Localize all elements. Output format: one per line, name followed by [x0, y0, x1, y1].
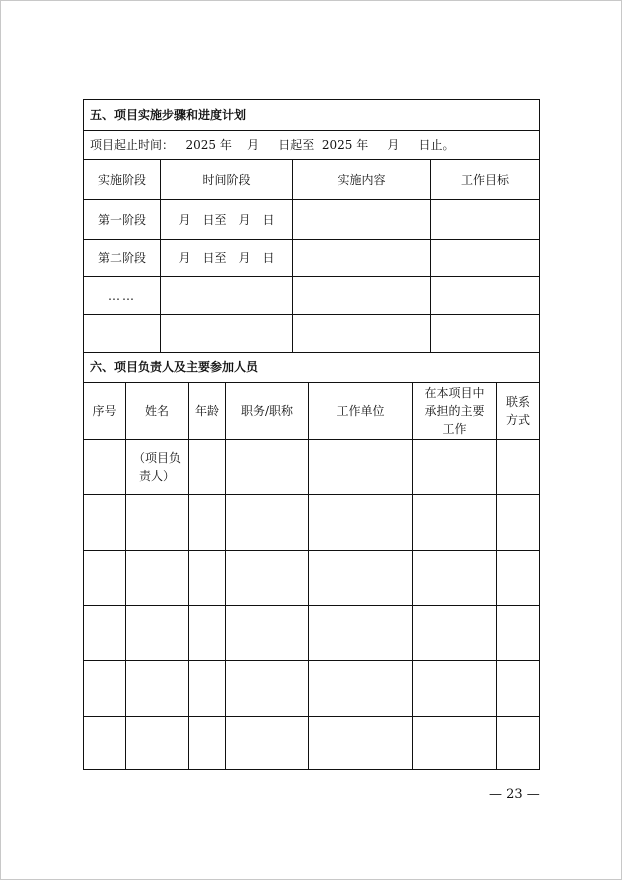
contact-cell[interactable]: [497, 495, 540, 551]
personnel-row: [84, 661, 540, 717]
schedule-row: [84, 200, 540, 240]
end-day: 日止。: [418, 138, 455, 152]
personnel-body: [83, 440, 540, 771]
header-goal: 工作目标: [431, 160, 540, 200]
project-time-row[interactable]: [84, 131, 540, 160]
goal-cell[interactable]: [431, 315, 540, 353]
contact-cell[interactable]: [497, 551, 540, 606]
age-cell[interactable]: [189, 495, 226, 551]
employer-cell[interactable]: [309, 606, 413, 661]
start-year: 2025 年: [185, 138, 232, 152]
personnel-row: [84, 551, 540, 606]
name-cell[interactable]: [126, 606, 189, 661]
end-month: 月: [387, 138, 400, 152]
schedule-row: [84, 277, 540, 315]
index-cell[interactable]: [84, 717, 126, 770]
contact-cell[interactable]: [497, 717, 540, 770]
header-period: 时间阶段: [161, 160, 293, 200]
schedule-section: [83, 99, 539, 353]
title-cell[interactable]: [226, 551, 309, 606]
role-cell[interactable]: [413, 495, 497, 551]
index-cell[interactable]: [84, 440, 126, 495]
personnel-row: [84, 495, 540, 551]
title-cell[interactable]: [226, 606, 309, 661]
header-content: 实施内容: [293, 160, 431, 200]
start-day: 日起至: [278, 138, 315, 152]
index-cell[interactable]: [84, 606, 126, 661]
stage-cell: 第一阶段: [84, 200, 161, 240]
content-cell[interactable]: [293, 315, 431, 353]
age-cell[interactable]: [189, 440, 226, 495]
goal-cell[interactable]: [431, 240, 540, 277]
title-cell[interactable]: [226, 440, 309, 495]
employer-cell[interactable]: [309, 551, 413, 606]
index-cell[interactable]: [84, 661, 126, 717]
title-cell[interactable]: [226, 717, 309, 770]
age-cell[interactable]: [189, 717, 226, 770]
contact-cell[interactable]: [497, 606, 540, 661]
personnel-section: [83, 352, 539, 770]
header-title: 职务/职称: [226, 382, 309, 439]
goal-cell[interactable]: [431, 277, 540, 315]
section5-title: 五、项目实施步骤和进度计划: [84, 100, 540, 131]
period-cell[interactable]: 月 日至 月 日: [161, 240, 293, 277]
name-cell[interactable]: [126, 717, 189, 770]
age-cell[interactable]: [189, 661, 226, 717]
age-cell[interactable]: [189, 551, 226, 606]
personnel-table: [83, 352, 540, 440]
content-cell[interactable]: [293, 200, 431, 240]
role-cell[interactable]: [413, 606, 497, 661]
schedule-row: [84, 315, 540, 353]
page-number: — 23 —: [489, 787, 540, 802]
index-cell[interactable]: [84, 495, 126, 551]
name-cell[interactable]: [126, 661, 189, 717]
employer-cell[interactable]: [309, 495, 413, 551]
personnel-row: [84, 440, 540, 495]
age-cell[interactable]: [189, 606, 226, 661]
employer-cell[interactable]: [309, 440, 413, 495]
header-name: 姓名: [126, 382, 189, 439]
header-stage: 实施阶段: [84, 160, 161, 200]
header-employer: 工作单位: [309, 382, 413, 439]
contact-cell[interactable]: [497, 440, 540, 495]
start-month: 月: [247, 138, 260, 152]
employer-cell[interactable]: [309, 717, 413, 770]
stage-cell: 第二阶段: [84, 240, 161, 277]
schedule-table: [83, 99, 540, 353]
name-cell[interactable]: [126, 495, 189, 551]
header-age: 年龄: [189, 382, 226, 439]
title-cell[interactable]: [226, 661, 309, 717]
stage-cell: ……: [84, 277, 161, 315]
period-cell[interactable]: [161, 277, 293, 315]
contact-cell[interactable]: [497, 661, 540, 717]
role-cell[interactable]: [413, 661, 497, 717]
period-cell[interactable]: [161, 315, 293, 353]
header-index: 序号: [84, 382, 126, 439]
period-cell[interactable]: 月 日至 月 日: [161, 200, 293, 240]
end-year: 2025 年: [321, 138, 369, 152]
content-cell[interactable]: [293, 277, 431, 315]
stage-cell[interactable]: [84, 315, 161, 353]
goal-cell[interactable]: [431, 200, 540, 240]
role-cell[interactable]: [413, 717, 497, 770]
name-cell[interactable]: [126, 551, 189, 606]
role-cell[interactable]: [413, 551, 497, 606]
header-contact: 联系方式: [497, 382, 540, 439]
name-cell[interactable]: （项目负责人）: [126, 440, 189, 495]
index-cell[interactable]: [84, 551, 126, 606]
role-cell[interactable]: [413, 440, 497, 495]
schedule-row: [84, 240, 540, 277]
personnel-row: [84, 606, 540, 661]
personnel-row: [84, 717, 540, 770]
content-cell[interactable]: [293, 240, 431, 277]
start-time-label: 项目起止时间：: [90, 138, 175, 152]
employer-cell[interactable]: [309, 661, 413, 717]
section6-title: 六、项目负责人及主要参加人员: [84, 352, 540, 382]
title-cell[interactable]: [226, 495, 309, 551]
header-role: 在本项目中承担的主要工作: [413, 382, 497, 439]
